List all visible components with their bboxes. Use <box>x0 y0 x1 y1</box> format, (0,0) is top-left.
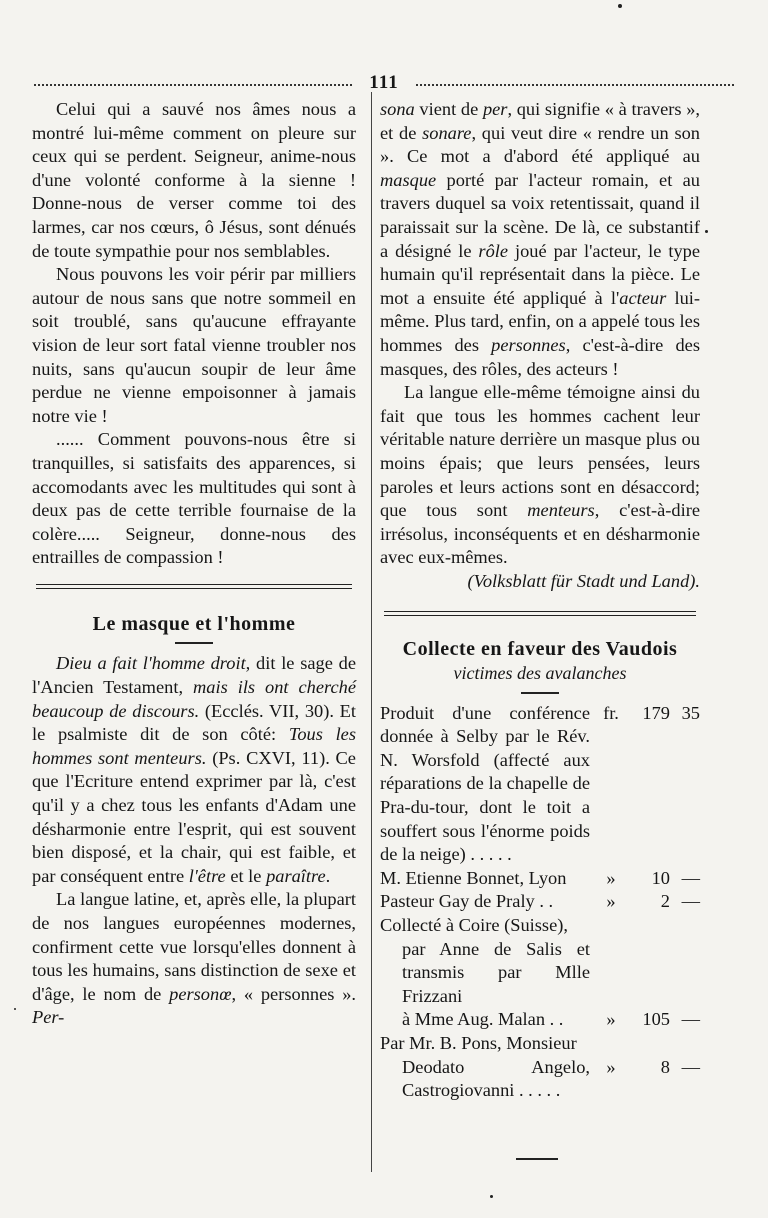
donation-unit: » <box>606 1009 616 1030</box>
donation-row <box>380 1008 700 1032</box>
donation-cents: — <box>681 867 700 888</box>
title-dash <box>175 642 213 644</box>
donation-label: par Anne de Salis et transmis par Mlle Frizzani <box>402 938 590 1006</box>
donation-cents <box>670 1032 700 1056</box>
paragraph-langue-elle-meme: La langue elle-même témoigne ainsi du fait que tous les hommes cachent leur véritable nature derrière un masque plus ou moins épais; que leurs pensées, leurs paroles et leurs actions sont en désaccord; que tous sont menteurs, c'est-à-dire irrésolus, inconséquents et en désharmonie avec eux-mêmes. <box>380 382 700 568</box>
donation-cents <box>670 938 700 1009</box>
donation-row <box>380 1032 700 1056</box>
donation-unit: » <box>606 891 616 912</box>
donation-unit: » <box>606 1056 616 1077</box>
paragraph-persona: sona vient de per, qui signifie « à travers », et de sonare, qui veut dire « rendre un son ». Ce mot a d'abord été appliqué au masque porté par l'acteur romain, et au travers duquel sa voix retentissait, quand il paraissait sur la scène. De là, ce substantif a désigné le rôle joué par l'acteur, le type humain qu'il représentait dans la pièce. Le mot a ensuite été appliqué à l'acteur lui-même. Plus tard, enfin, on a appelé tous les hommes des personnes, c'est-à-dire des masques, des rôles, des acteurs ! <box>380 99 701 379</box>
page-header <box>34 70 734 98</box>
donation-amount <box>632 938 670 1009</box>
donation-amount <box>632 1032 670 1056</box>
article-title-collecte: Collecte en faveur des Vaudois <box>402 638 678 661</box>
donation-row <box>380 702 700 867</box>
donation-amount <box>632 914 670 938</box>
donation-row <box>380 890 700 914</box>
donation-unit <box>590 938 632 1009</box>
donation-row <box>380 867 700 891</box>
donation-cents: — <box>681 1009 700 1030</box>
paragraph-perish: Nous pouvons les voir périr par milliers autour de nous sans que notre sommeil en soit troublé, sans qu'aucune effrayante vision de leur sort fatal vienne troubler nos nuits, sans qu'aucun soupir de leur âme perdue ne vienne empoisonner à jamais notre vie ! <box>32 264 356 426</box>
donation-cents: — <box>681 891 700 912</box>
donation-amount: 10 <box>651 867 670 888</box>
paragraph-intro: Celui qui a sauvé nos âmes nous a montré lui-même comment on pleure sur ceux qui se perdent. Seigneur, anime-nous d'une volonté conforme à la sienne ! Donne-nous de verser comme toi des larmes, car nos cœurs, ô Jésus, sont dénués de toute sympathie pour nos semblables. <box>32 99 356 261</box>
donation-label: Pasteur Gay de Praly . . <box>380 891 554 912</box>
donation-cents <box>670 914 700 938</box>
paper-speck <box>490 1195 493 1198</box>
donation-list <box>380 702 700 1103</box>
paragraph-langue-latine: La langue latine, et, après elle, la plupart de nos langues européennes modernes, confirment cette vue lorsqu'elles donnent à tous les humains, sans distinction de sexe et d'âge, le nom de personœ, « personnes ». Per- <box>32 889 356 1028</box>
paper-speck <box>14 1008 16 1010</box>
paper-speck <box>705 230 708 233</box>
donation-amount: 2 <box>660 891 670 912</box>
donation-label: Produit d'une conférence donnée à Selby par le Rév. N. Worsfold (affecté aux réparations de la chapelle de Pra-du-tour, dont le toit a souffert sous l'énorme poids de la neige) . . . . . <box>380 702 590 865</box>
paragraph-compassion: ...... Comment pouvons-nous être si tranquilles, si satisfaits des apparences, si accomodants avec les multitudes qui sont à deux pas de cette terrible fournaise de la colère..... Seigneur, donne-nous des entrailles de compassion ! <box>32 429 356 568</box>
donation-unit <box>590 1032 632 1056</box>
article-subtitle-collecte: victimes des avalanches <box>453 663 627 684</box>
donation-label: à Mme Aug. Malan . . <box>402 1009 564 1030</box>
donation-row <box>380 1056 700 1103</box>
article-title-masque: Le masque et l'homme <box>92 612 296 635</box>
page-number: 111 <box>369 72 399 93</box>
donation-cents: 35 <box>681 702 700 723</box>
subtitle-dash <box>521 692 559 694</box>
donation-unit <box>590 914 632 938</box>
donation-amount: 105 <box>642 1009 670 1030</box>
paragraph-dieu: Dieu a fait l'homme droit, dit le sage de l'Ancien Testament, mais ils ont cherché beaucoup de discours. (Ecclés. VII, 30). Et le psalmiste dit de son côté: Tous les hommes sont menteurs. (Ps. CXVI, 11). Ce que l'Ecriture entend exprimer par là, c'est qu'il y a chez tous les enfants d'Adam une désharmonie entre l'esprit, qui est souvent bien disposé, et la chair, qui est faible, et par conséquent entre l'être et le paraître. <box>32 653 356 886</box>
donation-cents: — <box>681 1056 700 1077</box>
donation-label: Collecté à Coire (Suisse), <box>380 915 568 935</box>
paper-speck <box>618 4 622 8</box>
donation-unit: » <box>606 867 616 888</box>
donation-label: Deodato Angelo, Castrogiovanni . . . . . <box>402 1056 590 1101</box>
end-dash <box>516 1158 558 1160</box>
header-ornament-right <box>416 84 734 89</box>
right-column <box>380 98 700 1103</box>
source-citation: (Volksblatt für Stadt und Land). <box>467 570 700 591</box>
donation-label: Par Mr. B. Pons, Monsieur <box>380 1032 577 1053</box>
donation-row <box>380 914 700 938</box>
donation-row <box>380 938 700 1009</box>
donation-amount: 179 <box>642 702 670 723</box>
donation-label: M. Etienne Bonnet, Lyon <box>380 867 567 888</box>
donation-unit: fr. <box>603 702 619 723</box>
left-column <box>32 98 356 1030</box>
donation-amount: 8 <box>660 1056 670 1077</box>
column-divider <box>371 92 372 1172</box>
